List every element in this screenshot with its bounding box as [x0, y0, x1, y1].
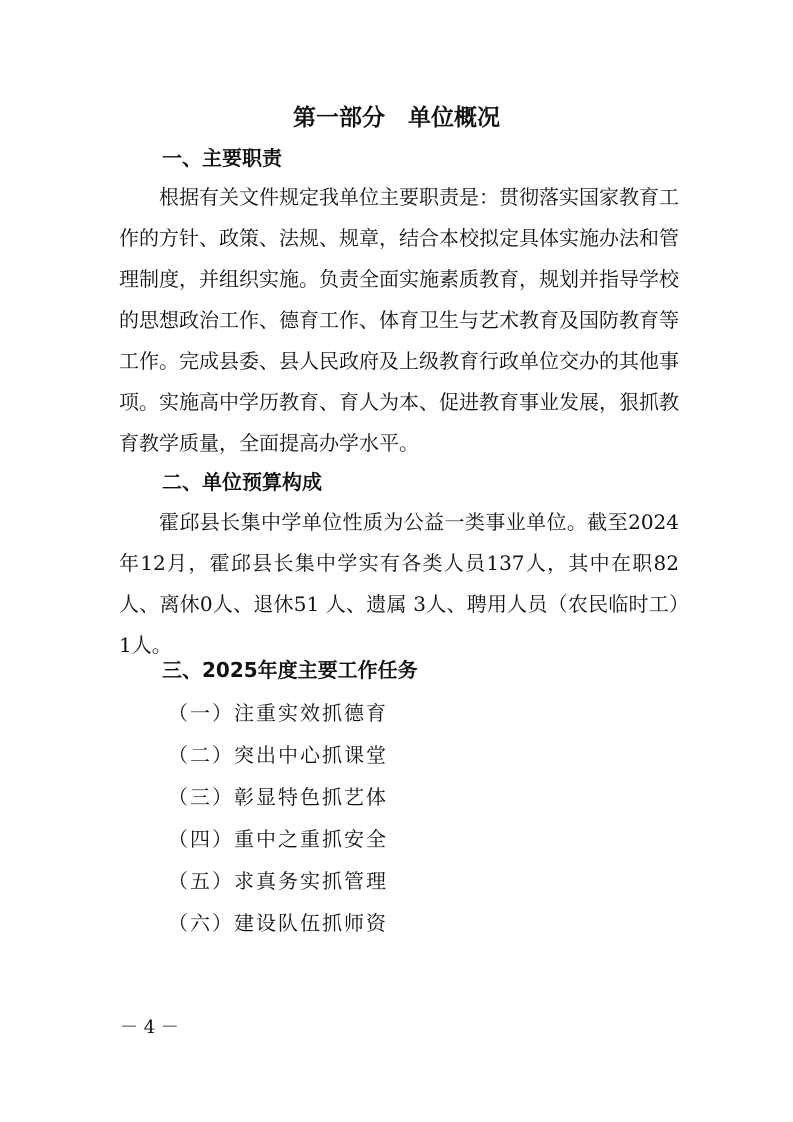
- duties-paragraph: 根据有关文件规定我单位主要职责是：贯彻落实国家教育工作的方针、政策、法规、规章，结合本校拟定具体实施办法和管理制度，并组织实施。负责全面实施素质教育，规划并指导学校的思想政治工作、德育工作、体育卫生与艺术教育及国防教育等工作。完成县委、县人民政府及上级教育行政单位交办的其他事项。实施高中学历教育、育人为本、促进教育事业发展，狠抓教育教学质量，全面提高办学水平。: [119, 185, 679, 455]
- page-number: － 4 －: [120, 1017, 179, 1038]
- section-heading-budget: 二、单位预算构成: [162, 470, 322, 494]
- task-item: （三）彰显特色抓艺体: [168, 785, 388, 809]
- task-item: （五）求真务实抓管理: [168, 869, 388, 893]
- task-item: （六）建设队伍抓师资: [168, 911, 388, 935]
- task-list: [168, 692, 388, 944]
- section-heading-tasks: 三、2025年度主要工作任务: [162, 658, 418, 682]
- page-title: 第一部分 单位概况: [293, 105, 500, 131]
- task-item: （四）重中之重抓安全: [168, 827, 388, 851]
- section-heading-duties: 一、主要职责: [162, 146, 282, 170]
- task-item: （二）突出中心抓课堂: [168, 743, 388, 767]
- budget-paragraph: 霍邱县长集中学单位性质为公益一类事业单位。截至2024年12月，霍邱县长集中学实有各类人员137人，其中在职82人、离休0人、退休51 人、遗属 3人、聘用人员（农民临时工）1人。: [119, 510, 679, 657]
- task-item: （一）注重实效抓德育: [168, 701, 388, 725]
